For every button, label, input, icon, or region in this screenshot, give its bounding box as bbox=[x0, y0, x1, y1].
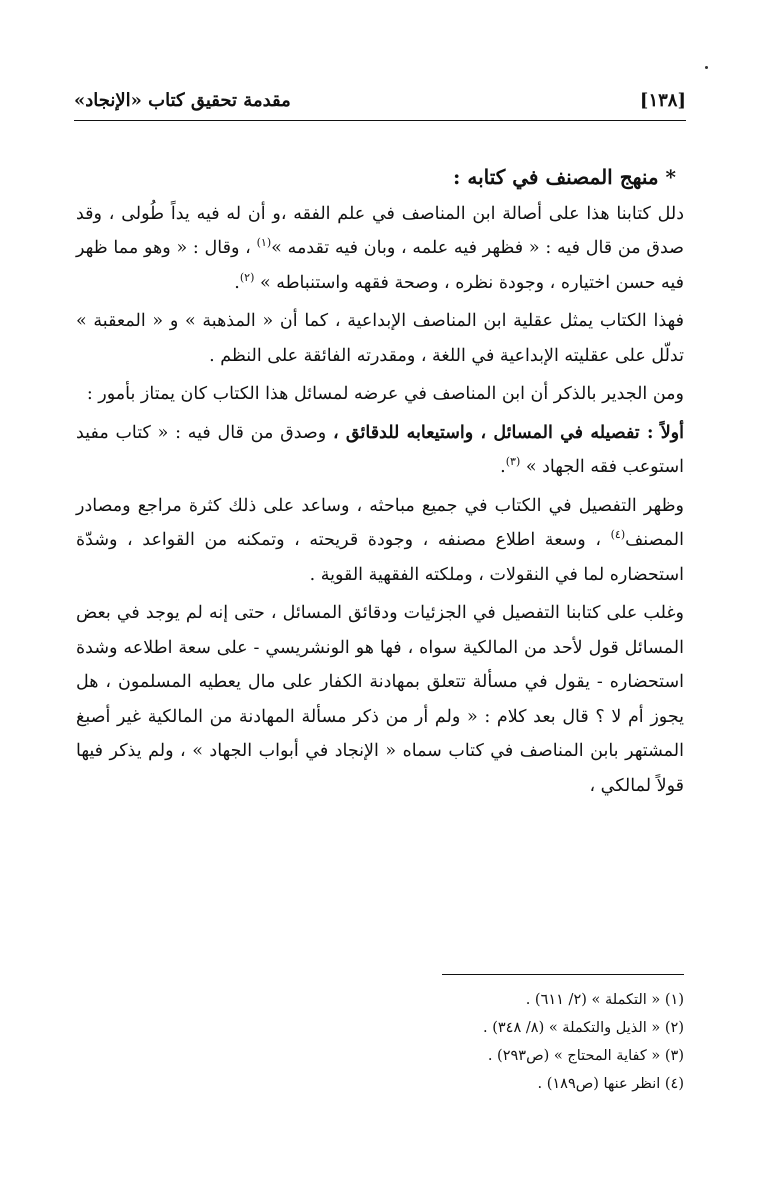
footnotes bbox=[200, 986, 684, 1098]
paragraph-5-text: وظهر التفصيل في الكتاب في جميع مباحثه ، وساعد على ذلك كثرة مراجع ومصادر المصنف bbox=[76, 495, 684, 550]
paragraph-1-text: دلل كتابنا هذا على أصالة ابن المناصف في علم الفقه ،و أن له فيه يداً طُولى ، وقد صدق من قال فيه : « فظهر فيه علمه ، وبان فيه تقدمه » bbox=[76, 203, 684, 258]
paragraph-4-end: . bbox=[500, 457, 506, 477]
footnote-4: (٤) انظر عنها (ص١٨٩) . bbox=[537, 1076, 684, 1092]
scan-speck bbox=[705, 66, 708, 69]
paragraph-2: فهذا الكتاب يمثل عقلية ابن المناصف الإبداعية ، كما أن « المذهبة » و « المعقبة » تدلّل على عقليته الإبداعية في اللغة ، ومقدرته الفائقة على النظم . bbox=[76, 311, 684, 366]
paragraph-4-lead: أولاً : تفصيله في المسائل ، واستيعابه للدقائق ، bbox=[332, 422, 684, 443]
main-text bbox=[76, 160, 684, 807]
footnote-ref-3[interactable]: (٣) bbox=[505, 455, 521, 469]
paragraph-5 bbox=[76, 489, 684, 593]
footnote-ref-4[interactable]: (٤) bbox=[610, 528, 626, 542]
footnote-ref-1[interactable]: (١) bbox=[256, 236, 272, 250]
footnote-rule bbox=[442, 974, 684, 975]
paragraph-4 bbox=[76, 416, 684, 485]
paragraph-3: ومن الجدير بالذكر أن ابن المناصف في عرضه لمسائل هذا الكتاب كان يمتاز بأمور : bbox=[86, 384, 684, 404]
footnote-ref-2[interactable]: (٢) bbox=[239, 270, 255, 284]
header-rule bbox=[74, 120, 686, 121]
page-number: [١٣٨] bbox=[639, 90, 686, 111]
section-heading: * منهج المصنف في كتابه : bbox=[453, 165, 676, 189]
running-title: مقدمة تحقيق كتاب «الإنجاد» bbox=[74, 90, 291, 111]
paragraph-4-text: وصدق من قال فيه : « كتاب مفيد استوعب فقه الجهاد » bbox=[76, 422, 684, 477]
paragraph-5-text-2: ، وسعة اطلاع مصنفه ، وجودة قريحته ، وتمكنه من القواعد ، وشدّة استحضاره لما في النقولات ، وملكته الفقهية القوية . bbox=[76, 530, 684, 585]
footnote-3: (٣) « كفاية المحتاج » (ص٢٩٣) . bbox=[487, 1048, 684, 1064]
page-header bbox=[74, 86, 686, 120]
footnote-1: (١) « التكملة » (٢/ ٦١١) . bbox=[525, 992, 684, 1008]
paragraph-1-end: . bbox=[234, 272, 240, 293]
paragraph-6: وغلب على كتابنا التفصيل في الجزئيات ودقائق المسائل ، حتى إنه لم يوجد في بعض المسائل قول لأحد من المالكية سواه ، فها هو الونشريسي - على سعة اطلاعه وشدة استحضاره - يقول في مسألة تتعلق بمهادنة الكفار على مال يعطيه المسلمون ، هل يجوز أم لا ؟ قال بعد كلام : « ولم أر من ذكر مسألة المهادنة من المالكية غير أصبغ المشتهر بابن المناصف في كتاب سماه « الإنجاد في أبواب الجهاد » ، ولم يذكر فيها قولاً لمالكي ، bbox=[76, 603, 684, 796]
footnote-2: (٢) « الذيل والتكملة » (٨/ ٣٤٨) . bbox=[483, 1020, 684, 1036]
paragraph-1-text-2: ، وقال : « وهو مما ظهر فيه حسن اختياره ، وجودة نظره ، وصحة فقهه واستنباطه » bbox=[76, 238, 684, 293]
paragraph-1 bbox=[76, 197, 684, 301]
